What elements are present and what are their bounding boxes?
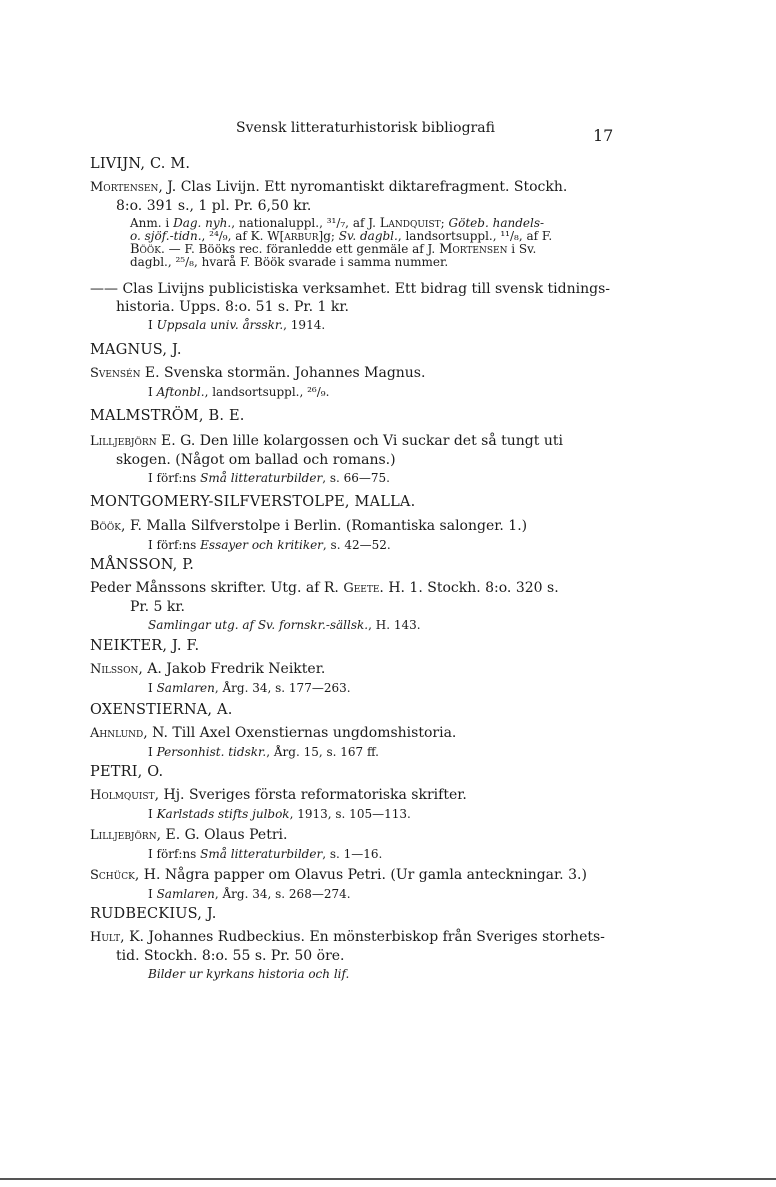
entry-source: I Uppsala univ. årsskr., 1914. bbox=[148, 318, 326, 332]
author: Schück bbox=[90, 868, 135, 883]
heading-neikter: NEIKTER, J. F. bbox=[90, 638, 200, 654]
annotation-livijn: Anm. i Dag. nyh., nationaluppl., ³¹/₇, af J. Landquist; Göteb. handels- o. sjöf.-tidn., ²⁴/₉, af K. W[arbur]g; Sv. dagbl., landsortsuppl., ¹¹/₈, af F. Böök. — F. Bööks rec. föranledde ett genmäle af J. Mortensen i Sv. dagbl., ²⁵/₈, hvarå F. Böök svarade i samma nummer. bbox=[130, 216, 553, 269]
heading-petri: PETRI, O. bbox=[90, 764, 164, 780]
heading-montgomery: MONTGOMERY-SILFVERSTOLPE, MALLA. bbox=[90, 494, 416, 510]
entry-text-cont: 8:o. 391 s., 1 pl. Pr. 6,50 kr. bbox=[116, 198, 312, 214]
author: Böök bbox=[90, 519, 122, 534]
entry-text: —— Clas Livijns publicistiska verksamhet. Ett bidrag till svensk tidnings- bbox=[90, 281, 610, 297]
author: Hult bbox=[90, 930, 121, 945]
heading-oxenstierna: OXENSTIERNA, A. bbox=[90, 702, 233, 718]
author: Nilsson bbox=[90, 662, 139, 677]
entry-source: I Aftonbl., landsortsuppl., ²⁶/₉. bbox=[148, 385, 330, 399]
heading-mansson: MÅNSSON, P. bbox=[90, 557, 195, 573]
entry-montgomery: Böök, F. Malla Silfverstolpe i Berlin. (Romantiska salonger. 1.) I förf:ns Essayer och kritiker, s. 42—52. bbox=[90, 517, 625, 554]
heading-malmstrom: MALMSTRÖM, B. E. bbox=[90, 408, 245, 424]
entry-source: I förf:ns Små litteraturbilder, s. 1—16. bbox=[148, 847, 383, 861]
author: Mortensen bbox=[90, 180, 159, 195]
entry-source: Samlingar utg. af Sv. fornskr.-sällsk., H. 143. bbox=[148, 618, 421, 632]
entry-neikter: Nilsson, A. Jakob Fredrik Neikter. I Samlaren, Årg. 34, s. 177—263. bbox=[90, 660, 625, 697]
entry-source: I Karlstads stifts julbok, 1913, s. 105—113. bbox=[148, 807, 411, 821]
entry-source: Bilder ur kyrkans historia och lif. bbox=[148, 967, 350, 981]
entry-source: I Personhist. tidskr., Årg. 15, s. 167 ff. bbox=[148, 745, 379, 759]
author: Lilljebjörn bbox=[90, 828, 157, 843]
author: Holmquist bbox=[90, 788, 155, 803]
entry-rudbeckius: Hult, K. Johannes Rudbeckius. En mönsterbiskop från Sveriges storhets- tid. Stockh. 8:o. 55 s. Pr. 50 öre. Bilder ur kyrkans historia och lif. bbox=[90, 928, 625, 983]
entry-text: , J. Clas Livijn. Ett nyromantiskt diktarefragment. Stockh. bbox=[158, 179, 568, 195]
entry-malmstrom: Lilljebjörn E. G. Den lille kolargossen och Vi suckar det så tungt uti skogen. (Något om ballad och romans.) I förf:ns Små litteraturbilder, s. 66—75. bbox=[90, 432, 625, 487]
running-head: Svensk litteraturhistorisk bibliografi bbox=[236, 120, 495, 136]
entry-oxenstierna: Ahnlund, N. Till Axel Oxenstiernas ungdomshistoria. I Personhist. tidskr., Årg. 15, s. 167 ff. bbox=[90, 724, 625, 761]
entry-source: I Samlaren, Årg. 34, s. 268—274. bbox=[148, 887, 351, 901]
entry-petri-holmquist: Holmquist, Hj. Sveriges första reformatoriska skrifter. I Karlstads stifts julbok, 1913, s. 105—113. bbox=[90, 786, 625, 823]
entry-petri-lilljebjorn: Lilljebjörn, E. G. Olaus Petri. I förf:ns Små litteraturbilder, s. 1—16. bbox=[90, 826, 625, 863]
author: Lilljebjörn bbox=[90, 434, 157, 449]
page-number: 17 bbox=[593, 126, 614, 145]
entry-source: I Samlaren, Årg. 34, s. 177—263. bbox=[148, 681, 351, 695]
author: Svensén bbox=[90, 366, 141, 381]
entry-source: I förf:ns Essayer och kritiker, s. 42—52. bbox=[148, 538, 391, 552]
entry-livijn-publicistiska bbox=[90, 280, 625, 334]
page-bottom-edge bbox=[0, 1178, 776, 1180]
entry-source: I förf:ns Små litteraturbilder, s. 66—75. bbox=[148, 471, 390, 485]
entry-magnus: Svensén E. Svenska stormän. Johannes Magnus. I Aftonbl., landsortsuppl., ²⁶/₉. bbox=[90, 364, 625, 401]
entry-text-cont: historia. Upps. 8:o. 51 s. Pr. 1 kr. bbox=[116, 299, 349, 315]
author: Ahnlund bbox=[90, 726, 144, 741]
heading-rudbeckius: RUDBECKIUS, J. bbox=[90, 906, 217, 922]
heading-magnus: MAGNUS, J. bbox=[90, 342, 182, 358]
entry-mansson: Peder Månssons skrifter. Utg. af R. Geete. H. 1. Stockh. 8:o. 320 s. Pr. 5 kr. Samlingar utg. af Sv. fornskr.-sällsk., H. 143. bbox=[90, 579, 625, 634]
entry-livijn-mortensen bbox=[90, 178, 625, 215]
heading-livijn: LIVIJN, C. M. bbox=[90, 156, 191, 172]
entry-petri-schuck: Schück, H. Några papper om Olavus Petri. (Ur gamla anteckningar. 3.) I Samlaren, Årg. 34, s. 268—274. bbox=[90, 866, 625, 903]
